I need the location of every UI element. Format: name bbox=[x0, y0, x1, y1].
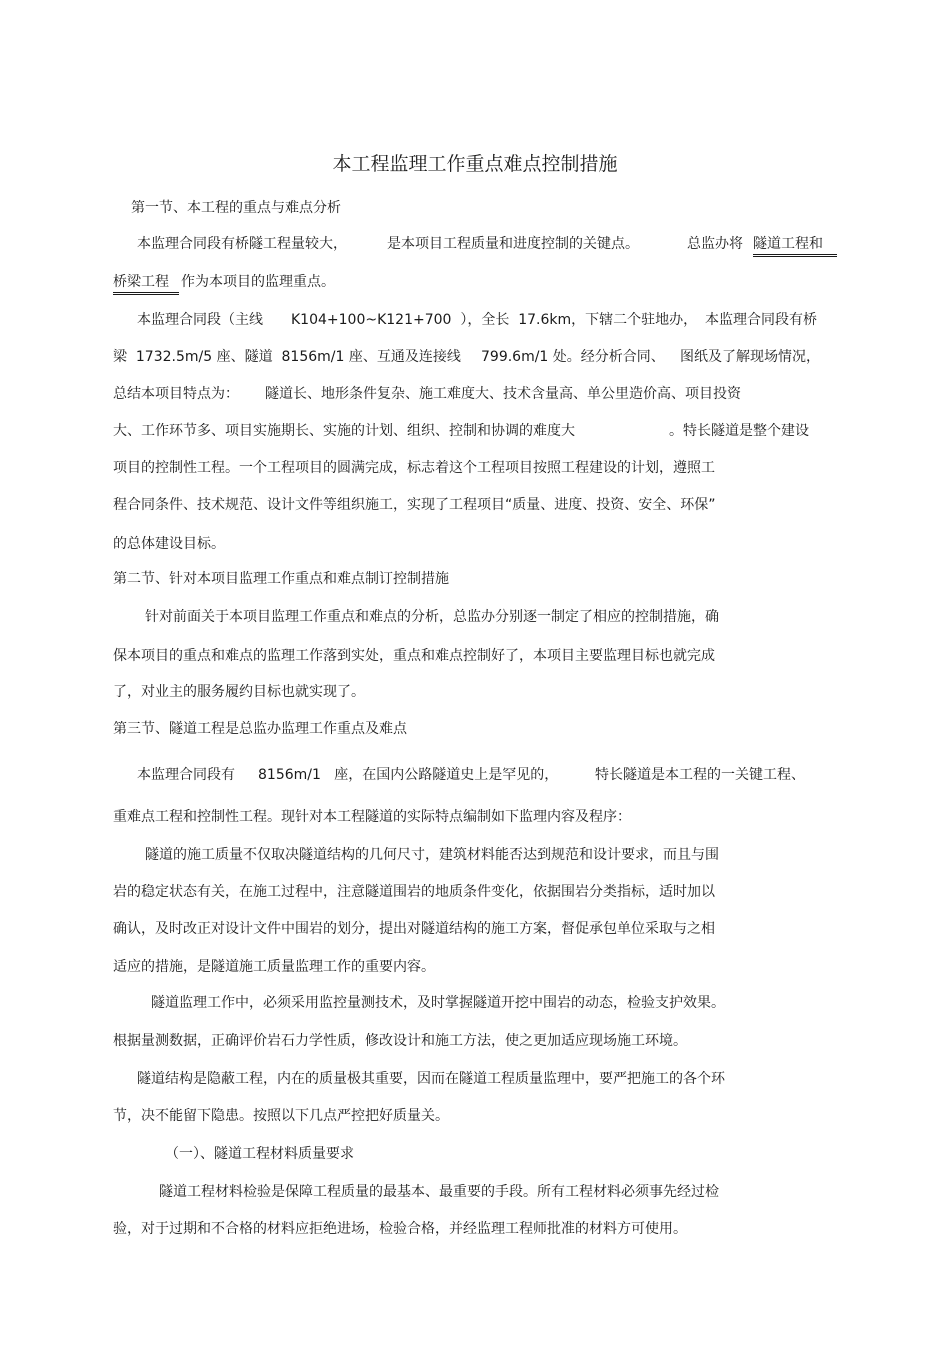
paragraph-2-line-3a: 总结本项目特点为： bbox=[113, 386, 239, 402]
paragraph-5-line-1: 隧道的施工质量不仅取决隧道结构的几何尺寸，建筑材料能否达到规范和设计要求，而且与围 bbox=[145, 847, 719, 863]
paragraph-2-line-1c: 本监理合同段有桥 bbox=[705, 312, 817, 328]
paragraph-2-line-1a: 本监理合同段（主线 bbox=[137, 312, 263, 328]
paragraph-4-line-1a: 本监理合同段有 bbox=[137, 767, 235, 783]
paragraph-4-line-1b: 8156m/1 座，在国内公路隧道史上是罕见的， bbox=[258, 767, 559, 783]
paragraph-8-line-1: 隧道工程材料检验是保障工程质量的最基本、最重要的手段。所有工程材料必须事先经过检 bbox=[159, 1184, 719, 1200]
paragraph-2-line-3b: 隧道长、地形条件复杂、施工难度大、技术含量高、单公里造价高、项目投资 bbox=[265, 386, 741, 402]
paragraph-1-line-1b: 是本项目工程质量和进度控制的关键点。 bbox=[387, 236, 639, 252]
paragraph-1-line-2: 作为本项目的监理重点。 bbox=[181, 274, 335, 290]
paragraph-6-line-2: 根据量测数据，正确评价岩石力学性质，修改设计和施工方法，使之更加适应现场施工环境。 bbox=[113, 1033, 687, 1049]
paragraph-7-line-1: 隧道结构是隐蔽工程，内在的质量极其重要，因而在隧道工程质量监理中，要严把施工的各个环 bbox=[137, 1071, 725, 1087]
paragraph-2-line-4a: 大、工作环节多、项目实施期长、实施的计划、组织、控制和协调的难度大 bbox=[113, 423, 575, 439]
paragraph-1-line-1c: 总监办将 bbox=[687, 236, 743, 252]
paragraph-2-line-1b: K104+100~K121+700 ），全长 17.6km，下辖二个驻地办， bbox=[291, 312, 698, 328]
paragraph-5-line-3: 确认，及时改正对设计文件中围岩的划分，提出对隧道结构的施工方案，督促承包单位采取与之相 bbox=[113, 921, 715, 937]
paragraph-8-line-2: 验，对于过期和不合格的材料应拒绝进场，检验合格，并经监理工程师批准的材料方可使用。 bbox=[113, 1221, 687, 1237]
paragraph-2-line-2a: 梁 1732.5m/5 座、隧道 8156m/1 座、互通及连接线 bbox=[113, 349, 461, 365]
paragraph-5-line-4: 适应的措施，是隧道施工质量监理工作的重要内容。 bbox=[113, 959, 435, 975]
paragraph-3-line-1: 针对前面关于本项目监理工作重点和难点的分析，总监办分别逐一制定了相应的控制措施，确 bbox=[145, 609, 719, 625]
underlined-bridge-engineering: 桥梁工程 bbox=[113, 272, 179, 295]
paragraph-3-line-3: 了，对业主的服务履约目标也就实现了。 bbox=[113, 684, 365, 700]
paragraph-1-line-1a: 本监理合同段有桥隧工程量较大， bbox=[137, 236, 347, 252]
paragraph-4-line-2: 重难点工程和控制性工程。现针对本工程隧道的实际特点编制如下监理内容及程序： bbox=[113, 809, 631, 825]
document-title: 本工程监理工作重点难点控制措施 bbox=[332, 153, 618, 175]
paragraph-7-line-2: 节，决不能留下隐患。按照以下几点严控把好质量关。 bbox=[113, 1108, 449, 1124]
section-3-heading: 第三节、隧道工程是总监办监理工作重点及难点 bbox=[113, 721, 407, 737]
paragraph-5-line-2: 岩的稳定状态有关，在施工过程中，注意隧道围岩的地质条件变化，依据围岩分类指标，适时加以 bbox=[113, 884, 715, 900]
paragraph-4-line-1c: 特长隧道是本工程的一关键工程、 bbox=[595, 767, 805, 783]
paragraph-6-line-1: 隧道监理工作中，必须采用监控量测技术，及时掌握隧道开挖中围岩的动态，检验支护效果。 bbox=[151, 995, 725, 1011]
paragraph-2-line-5: 项目的控制性工程。一个工程项目的圆满完成，标志着这个工程项目按照工程建设的计划，遵照工 bbox=[113, 460, 715, 476]
paragraph-2-line-2b: 799.6m/1 处。经分析合同、 bbox=[481, 349, 665, 365]
underlined-tunnel-engineering: 隧道工程和 bbox=[753, 234, 837, 257]
paragraph-3-line-2: 保本项目的重点和难点的监理工作落到实处，重点和难点控制好了，本项目主要监理目标也就完成 bbox=[113, 648, 715, 664]
paragraph-2-line-2c: 图纸及了解现场情况， bbox=[680, 349, 820, 365]
paragraph-2-line-4b: 。特长隧道是整个建设 bbox=[669, 423, 809, 439]
section-2-heading: 第二节、针对本项目监理工作重点和难点制订控制措施 bbox=[113, 571, 449, 587]
paragraph-2-line-6: 程合同条件、技术规范、设计文件等组织施工，实现了工程项目“质量、进度、投资、安全、环保” bbox=[113, 497, 716, 513]
subsection-1-heading: （一）、隧道工程材料质量要求 bbox=[165, 1146, 354, 1162]
section-1-heading: 第一节、本工程的重点与难点分析 bbox=[131, 200, 341, 216]
paragraph-2-line-7: 的总体建设目标。 bbox=[113, 536, 225, 552]
